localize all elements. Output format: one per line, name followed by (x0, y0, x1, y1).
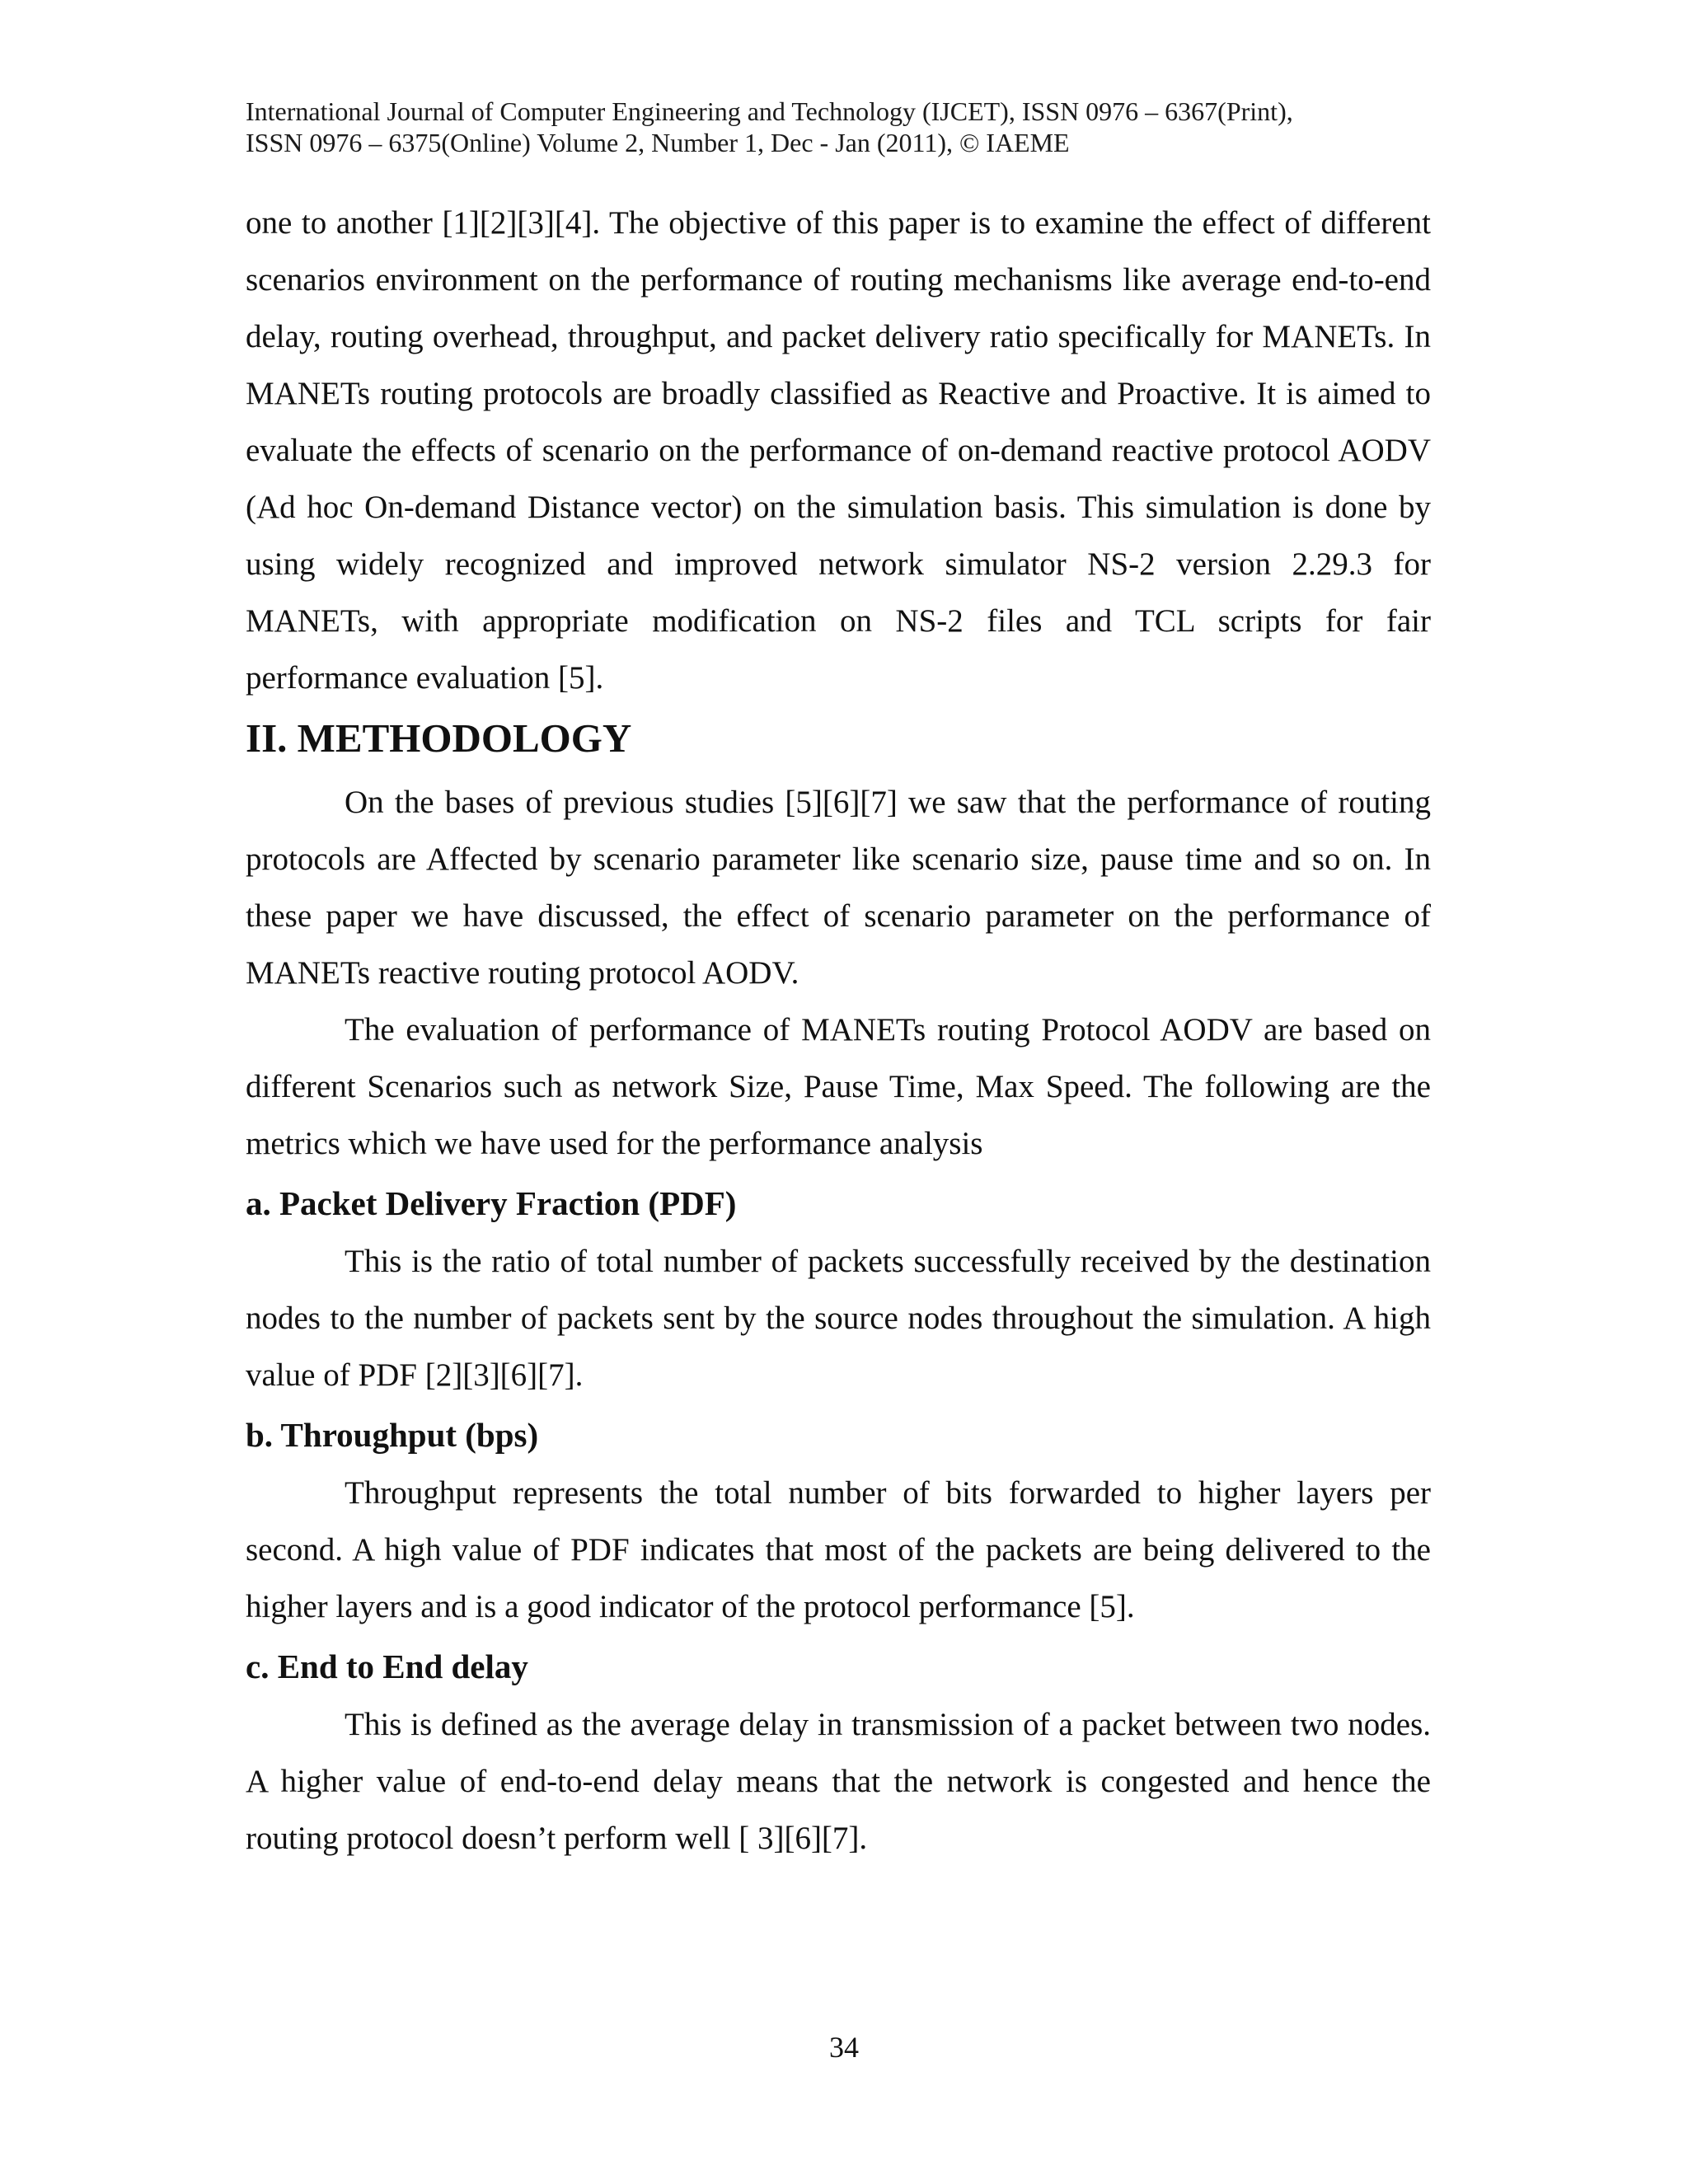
journal-header-line-1: International Journal of Computer Engineering and Technology (IJCET), ISSN 0976 – 6367(Print), (246, 96, 1293, 126)
journal-header (246, 96, 1449, 158)
methodology-paragraph-2: The evaluation of performance of MANETs routing Protocol AODV are based on different Scenarios such as network Size, Pause Time, Max Speed. The following are the metrics which we have used for the performance analysis (246, 1012, 1431, 1161)
delay-paragraph: This is defined as the average delay in transmission of a packet between two nodes. A higher value of end-to-end delay means that the network is congested and hence the routing protocol doesn’t perform well [ 3][6][7]. (246, 1707, 1431, 1856)
throughput-heading: b. Throughput (bps) (246, 1416, 539, 1454)
throughput-paragraph: Throughput represents the total number of bits forwarded to higher layers per second. A high value of PDF indicates that most of the packets are being delivered to the higher layers and is a good indicator of the protocol performance [5]. (246, 1475, 1431, 1624)
intro-paragraph: one to another [1][2][3][4]. The objective of this paper is to examine the effect of different scenarios environment on the performance of routing mechanisms like average end-to-end delay, routing overhead, throughput, and packet delivery ratio specifically for MANETs. In MANETs routing protocols are broadly classified as Reactive and Proactive. It is aimed to evaluate the effects of scenario on the performance of on-demand reactive protocol AODV (Ad hoc On-demand Distance vector) on the simulation basis. This simulation is done by using widely recognized and improved network simulator NS-2 version 2.29.3 for MANETs, with appropriate modification on NS-2 files and TCL scripts for fair performance evaluation [5]. (246, 205, 1431, 696)
pdf-heading: a. Packet Delivery Fraction (PDF) (246, 1184, 737, 1222)
methodology-heading: II. METHODOLOGY (246, 715, 632, 761)
page-number: 34 (829, 2031, 859, 2064)
journal-header-line-2: ISSN 0976 – 6375(Online) Volume 2, Number 1, Dec - Jan (2011), © IAEME (246, 128, 1070, 157)
methodology-paragraph-1: On the bases of previous studies [5][6][7] we saw that the performance of routing protocols are Affected by scenario parameter like scenario size, pause time and so on. In these paper we have discussed, the effect of scenario parameter on the performance of MANETs reactive routing protocol AODV. (246, 785, 1431, 991)
pdf-paragraph: This is the ratio of total number of packets successfully received by the destination nodes to the number of packets sent by the source nodes throughout the simulation. A high value of PDF [2][3][6][7]. (246, 1244, 1431, 1393)
paper-body (246, 194, 1431, 1867)
delay-heading: c. End to End delay (246, 1647, 528, 1685)
